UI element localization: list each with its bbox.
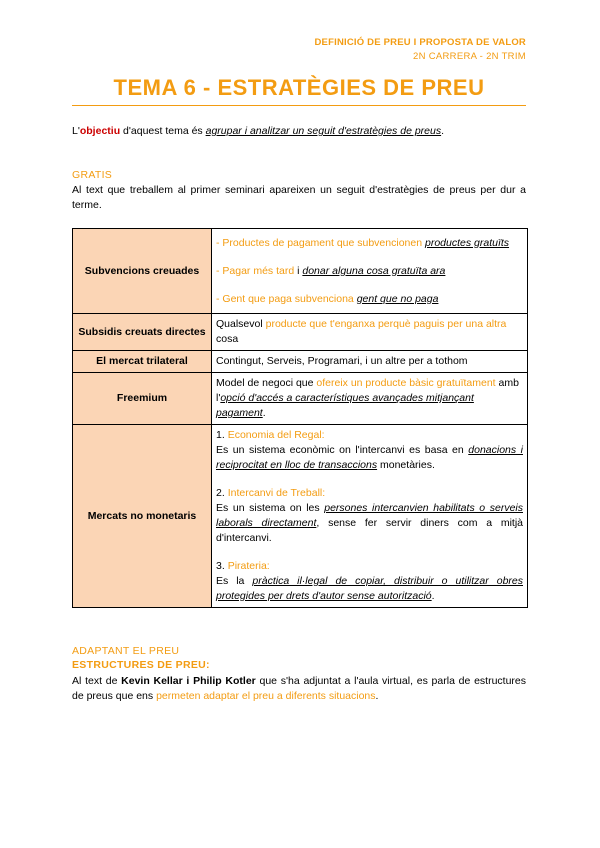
item-heading: Pirateria: (227, 560, 270, 572)
row-value (212, 229, 528, 314)
table-row (73, 229, 528, 314)
page-title: TEMA 6 - ESTRATÈGIES DE PREU (113, 75, 485, 100)
value-text: cosa (216, 333, 239, 345)
list-item (216, 428, 523, 443)
value-text: Al text de (72, 675, 122, 687)
value-text: Es un sistema on les (216, 502, 325, 514)
intro-emphasis: agrupar i analitzar un seguit d'estratègies de preus (205, 125, 442, 137)
intro-paragraph (72, 124, 526, 139)
item-lead: - Gent que paga subvenciona (216, 292, 357, 305)
gratis-heading: GRATIS (72, 169, 113, 181)
value-emphasis: pràctica il·legal de copiar, distribuir o utilitzar obres protegides per drets d'autor sense autorització (216, 575, 523, 602)
title-divider (72, 105, 526, 106)
item-body (216, 443, 523, 473)
list-item (216, 292, 523, 307)
header-course-title: DEFINICIÓ DE PREU I PROPOSTA DE VALOR (314, 37, 526, 48)
value-text: Qualsevol (216, 318, 266, 330)
list-item (216, 236, 523, 251)
intro-suffix: . (441, 125, 445, 137)
item-emphasis: productes gratuïts (424, 236, 510, 249)
value-text: amb l' (216, 377, 519, 404)
adaptant-heading: ADAPTANT EL PREU (72, 645, 180, 657)
adaptant-text (72, 674, 526, 704)
value-highlight: permeten adaptar el preu a diferents situacions (156, 690, 376, 702)
row-label: Subsidis creuats directes (73, 314, 212, 351)
gratis-text: Al text que treballem al primer seminari apareixen un seguit d'estratègies de preus per dur a terme. (72, 184, 526, 211)
value-highlight: producte que t'enganxa perquè paguis per una altra (265, 318, 507, 330)
row-label: Subvencions creuades (73, 229, 212, 314)
value-text: . (262, 407, 266, 419)
document-header (315, 36, 527, 64)
list-item (216, 486, 523, 501)
value-text: Es un sistema econòmic on l'intercanvi es basa en (216, 444, 469, 456)
intro-keyword: objectiu (79, 125, 121, 137)
item-body (216, 574, 523, 604)
row-value (212, 425, 528, 608)
row-label: Mercats no monetaris (73, 425, 212, 608)
adaptant-subheading: ESTRUCTURES DE PREU: (72, 659, 210, 671)
list-item (216, 559, 523, 574)
authors: Kevin Kellar i Philip Kotler (121, 675, 256, 687)
item-lead: - Pagar més tard (216, 264, 295, 277)
item-emphasis: gent que no paga (356, 292, 439, 305)
item-emphasis: donar alguna cosa gratuïta ara (302, 264, 446, 277)
row-value (212, 373, 528, 425)
row-label: Freemium (73, 373, 212, 425)
item-number: 1. (216, 429, 228, 441)
item-lead: - Productes de pagament que subvencionen (216, 236, 425, 249)
value-text: . (431, 590, 435, 602)
value-text: Model de negoci que (216, 377, 317, 389)
value-highlight: ofereix un producte bàsic gratuïtament (316, 377, 496, 389)
row-label: El mercat trilateral (73, 351, 212, 373)
intro-prefix: L' (72, 125, 80, 137)
value-text: que s'ha adjuntat a l'aula virtual, es parla de estructures de preus que ens (72, 675, 527, 702)
strategies-table (72, 228, 528, 608)
value-text: , sense fer servir diners com a mitjà d'intercanvi. (216, 517, 524, 544)
item-number: 3. (216, 560, 228, 572)
item-body (216, 501, 523, 546)
item-heading: Economia del Regal: (227, 429, 325, 441)
value-emphasis: opció d'accés a característiques avançades mitjançant pagament (216, 392, 474, 419)
item-number: 2. (216, 487, 228, 499)
row-value: Contingut, Serveis, Programari, i un altre per a tothom (212, 351, 528, 373)
header-term: 2N CARRERA - 2N TRIM (413, 51, 526, 62)
table-row (73, 314, 528, 351)
table-row (73, 373, 528, 425)
table-row (73, 351, 528, 373)
value-emphasis: persones intercanvien habilitats o serveis laborals directament (216, 502, 523, 529)
row-value (212, 314, 528, 351)
item-heading: Intercanvi de Treball: (227, 487, 326, 499)
list-item (216, 264, 523, 279)
item-connector: i (294, 264, 303, 277)
value-emphasis: donacions i reciprocitat en lloc de transaccions (216, 444, 523, 471)
intro-middle: d'aquest tema és (120, 125, 206, 137)
value-text: monetàries. (377, 459, 435, 471)
table-row (73, 425, 528, 608)
value-text: . (375, 690, 379, 702)
value-text: Es la (216, 575, 253, 587)
